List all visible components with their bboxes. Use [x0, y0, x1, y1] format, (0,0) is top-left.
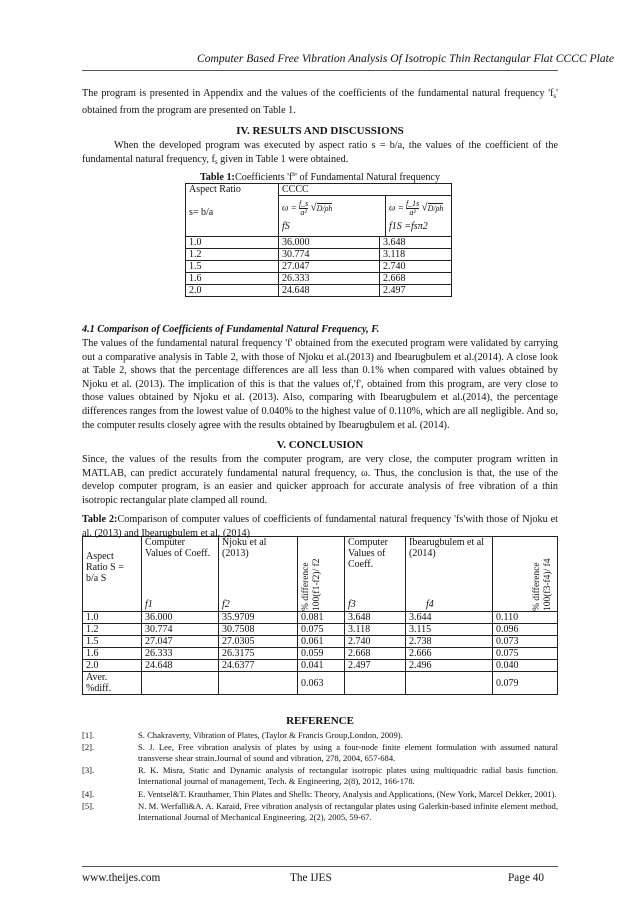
t1-cell: 1.5 [186, 261, 279, 273]
section-5-paragraph: Since, the values of the results from the computer program, are very close, the computer program written in MATLAB, can predict accurately fundamental natural frequency, ω. Thus, the conclusion is that, the use of the develop computer program, is an easier and quicker approach for accurate analysis of free vibration of a thin isotropic rectangular plate clamped all round. [82, 454, 558, 506]
t2-cell: 35.9709 [219, 612, 298, 624]
t2-cell [345, 672, 406, 695]
t2-cell: 0.059 [298, 648, 345, 660]
header-rule [82, 70, 558, 71]
section-4-heading: IV. RESULTS AND DISCUSSIONS [236, 125, 404, 137]
t1-cell: 1.2 [186, 249, 279, 261]
table-row [83, 612, 558, 624]
running-header: Computer Based Free Vibration Analysis Of Isotropic Thin Rectangular Flat CCCC Plate [196, 52, 614, 65]
t2-cell: 0.041 [298, 660, 345, 672]
t2-cell: 27.047 [142, 636, 219, 648]
table-2-caption-text: Comparison of computer values of coefficients of fundamental natural frequency 'fs'with those of Njoku et al. (2013) and Ibearugbulem et al. (2014) [82, 514, 558, 539]
t2-cell: 0.061 [298, 636, 345, 648]
table-1-label: Table 1: [199, 172, 235, 183]
ref-text: N. M. Werfalli&A. A. Karaid, Free vibration analysis of rectangular plates using Galerkin-based infinite element method, International Journal of Mechanical Engineering, 2(2), 2005, 59-67. [138, 801, 558, 822]
t2-h-diff1 [298, 537, 345, 612]
reference-item [82, 742, 558, 764]
table-2 [82, 536, 558, 695]
t2-cell: 1.2 [83, 624, 142, 636]
t1-cell: 1.0 [186, 237, 279, 249]
t1-cell: 27.047 [279, 261, 380, 273]
t2-cell: 0.096 [493, 624, 558, 636]
table-header-row [83, 537, 558, 612]
t1-cell: 1.6 [186, 273, 279, 285]
t1-fs-label: fS [282, 221, 290, 232]
t2-cell: 2.738 [406, 636, 493, 648]
t1-cccc-label: CCCC [279, 184, 451, 196]
t1-formula-row [279, 196, 451, 236]
intro-sub: s [553, 92, 557, 100]
reference-item [82, 730, 558, 741]
t1-f2-den: a² [409, 208, 416, 217]
footer-journal: The IJES [290, 872, 332, 884]
t1-f2-lhs: ω = [389, 202, 404, 213]
t2-cell: 0.081 [298, 612, 345, 624]
t2-cell: 30.774 [142, 624, 219, 636]
t2-cell: 2.497 [345, 660, 406, 672]
t2-cell: 1.5 [83, 636, 142, 648]
t2-cell: 2.666 [406, 648, 493, 660]
footer-page: Page 40 [508, 872, 545, 884]
t2-avg-label-text: Aver. %diff. [86, 672, 112, 694]
t2-cell: 2.496 [406, 660, 493, 672]
t2-cell [142, 672, 219, 695]
intro-text-b: ' obtained from the program are presented on Table 1. [82, 88, 558, 116]
t1-cell: 2.497 [380, 285, 452, 297]
t2-cell: 26.3175 [219, 648, 298, 660]
intro-text-a: The program is presented in Appendix and the values of the coefficients of the fundamental natural frequency 'f [82, 88, 554, 99]
t2-h-ibear-text: Ibearugbulem et al (2014) [409, 537, 484, 559]
t1-cell: 2.740 [380, 261, 452, 273]
t2-h-njoku [219, 537, 298, 612]
t1-f1-lhs: ω = [282, 202, 297, 213]
t2-cell: 0.040 [493, 660, 558, 672]
ref-text: E. Ventsel&T. Krauthamer, Thin Plates and Shells: Theory, Analysis and Applications, (New York, Marcel Dekker, 2001). [138, 789, 557, 799]
t2-cell: 24.648 [142, 660, 219, 672]
ref-num: [3]. [82, 765, 95, 775]
t2-h-computer1 [142, 537, 219, 612]
table-row [186, 273, 452, 285]
t2-cell: 3.115 [406, 624, 493, 636]
table-row [83, 624, 558, 636]
ref-num: [5]. [82, 801, 95, 811]
table-row [186, 237, 452, 249]
section-4-text-b: given in Table 1 were obtained. [217, 153, 349, 165]
t1-f2-num: f_1s [405, 199, 420, 208]
t2-cell: 0.073 [493, 636, 558, 648]
t2-cell: 1.6 [83, 648, 142, 660]
ref-text: S. Chakraverty, Vibration of Plates, (Taylor & Francis Group,London, 2009). [138, 730, 403, 740]
t2-h-diff1-text: % difference 100(f1-f2)/ f2 [301, 558, 322, 611]
footer-rule [82, 866, 558, 867]
table-1-caption-a: Coefficients 'f [234, 172, 293, 183]
section-4-text-a: When the developed program was executed by aspect ratio s = b/a, the values of the coefficient of the fundamental natural frequency, f [82, 140, 558, 165]
t2-h-computer1-text: Computer Values of Coeff. [145, 537, 211, 559]
table-row [186, 249, 452, 261]
t2-cell: 2.0 [83, 660, 142, 672]
section-4-paragraph [82, 139, 558, 169]
t1-cccc-block [279, 184, 452, 237]
t2-cell: 0.110 [493, 612, 558, 624]
t2-avg-label [83, 672, 142, 695]
t1-cell: 24.648 [279, 285, 380, 297]
t2-h-computer2 [345, 537, 406, 612]
t2-cell: 30.7508 [219, 624, 298, 636]
t2-cell: 3.644 [406, 612, 493, 624]
section-5-heading: V. CONCLUSION [276, 439, 364, 451]
t2-h-njoku-text: Njoku et al (2013) [222, 537, 267, 559]
table-row [83, 648, 558, 660]
table-1-caption [82, 170, 558, 183]
ref-text: S. J. Lee, Free vibration analysis of plates by using a four-node finite element formulation with assumed natural transverse shear strain.Journal of sound and vibration, 278, 2004, 657-684. [138, 742, 558, 763]
t1-f1-root: D/ρh [316, 203, 333, 213]
t1-col-aspect [186, 184, 279, 237]
table-1-caption-b: ' of Fundamental Natural frequency [295, 172, 441, 183]
table-row [83, 660, 558, 672]
references-heading: REFERENCE [286, 715, 354, 727]
t2-cell: 0.075 [493, 648, 558, 660]
ref-num: [1]. [82, 730, 95, 740]
t1-cell: 36.000 [279, 237, 380, 249]
reference-item [82, 789, 558, 800]
t2-f2-label: f2 [222, 599, 230, 610]
t2-cell: 27.0305 [219, 636, 298, 648]
t2-f3-label: f3 [348, 599, 356, 610]
t2-avg-d2: 0.079 [493, 672, 558, 695]
t1-cell: 3.648 [380, 237, 452, 249]
t2-cell [406, 672, 493, 695]
subsection-4-1-heading: 4.1 Comparison of Coefficients of Fundamental Natural Frequency, F. [82, 324, 380, 335]
t1-f1-num: f_s [298, 199, 309, 208]
t2-f1-label: f1 [145, 599, 153, 610]
t1-aspect-label: Aspect Ratio [189, 184, 241, 195]
t2-avg-d1: 0.063 [298, 672, 345, 695]
reference-item [82, 801, 558, 823]
t1-cell: 26.333 [279, 273, 380, 285]
t1-formula-2: ω = $\frac{f\_1s}{\text{a²}}$ √D/ρh f1S =fsπ2 [386, 196, 451, 236]
t1-cell: 2.668 [380, 273, 452, 285]
t2-h-diff2-text: % difference 100(f3-f4)/ f4 [532, 558, 553, 611]
t1-f1s-label: f1S =fsπ2 [389, 221, 428, 232]
t2-cell: 1.0 [83, 612, 142, 624]
t1-cell: 2.0 [186, 285, 279, 297]
reference-item [82, 765, 558, 787]
t2-h-computer2-text: Computer Values of Coeff. [348, 537, 388, 570]
table-row [186, 285, 452, 297]
t2-h-ibear [406, 537, 493, 612]
t2-cell: 26.333 [142, 648, 219, 660]
t2-cell: 2.668 [345, 648, 406, 660]
t2-cell: 3.648 [345, 612, 406, 624]
subsection-4-1-paragraph: The values of the fundamental natural frequency 'f' obtained from the executed program were validated by carrying out a comparative analysis in Table 2, with those of Njoku et al.(2013) and Ibearugbulem et al.(2014). A close look at Table 2, shows that the percentage differences are all less than 0.1% when compared with values obtained by Njoku et al. (2013). The implication of this is that the values of,'f', obtained from this program, are very close to those values obtained by Njoku et al. (2013). Also, comparing with Ibearugbulem et al.(2014), the percentage differences ranges from the lowest value of 0.040% to the highest value of 0.110%, which are all negligible. And so, the computer results closely agree with the results obtained by Ibearugbulem et al. (2014). [82, 338, 558, 431]
table-2-label: Table 2: [82, 514, 118, 525]
t1-formula-1: ω = $\frac{f\_s}{\text{a²}}$ √D/ρh fS [279, 196, 386, 236]
t2-cell [219, 672, 298, 695]
section-4-sub: s [214, 157, 218, 166]
t1-f2-root: D/ρh [427, 203, 444, 213]
t2-cell: 24.6377 [219, 660, 298, 672]
t2-f4-label: f4 [426, 599, 434, 610]
table-1 [185, 183, 452, 297]
ref-num: [4]. [82, 789, 95, 799]
ref-num: [2]. [82, 742, 95, 752]
t2-h-aspect-text: Aspect Ratio S = b/a S [86, 551, 124, 584]
t2-h-aspect [83, 537, 142, 612]
t2-cell: 3.118 [345, 624, 406, 636]
t2-h-diff2 [493, 537, 558, 612]
ref-text: R. K. Misra, Static and Dynamic analysis of rectangular isotropic plates using multiquadric radial basis function. International journal of management, Tech. & Engineering, 2(8), 2012, 166-178. [138, 765, 558, 786]
t1-cell: 30.774 [279, 249, 380, 261]
t2-cell: 0.075 [298, 624, 345, 636]
table-row-average [83, 672, 558, 695]
table-row [186, 261, 452, 273]
t1-s-label: s= b/a [189, 207, 214, 218]
t1-cell: 3.118 [380, 249, 452, 261]
intro-paragraph [82, 87, 558, 117]
t1-f1-den: a² [300, 208, 307, 217]
t2-cell: 36.000 [142, 612, 219, 624]
footer-website: www.theijes.com [82, 872, 161, 884]
table-1-caption-sub: s [292, 170, 296, 178]
table-row [83, 636, 558, 648]
t2-cell: 2.740 [345, 636, 406, 648]
